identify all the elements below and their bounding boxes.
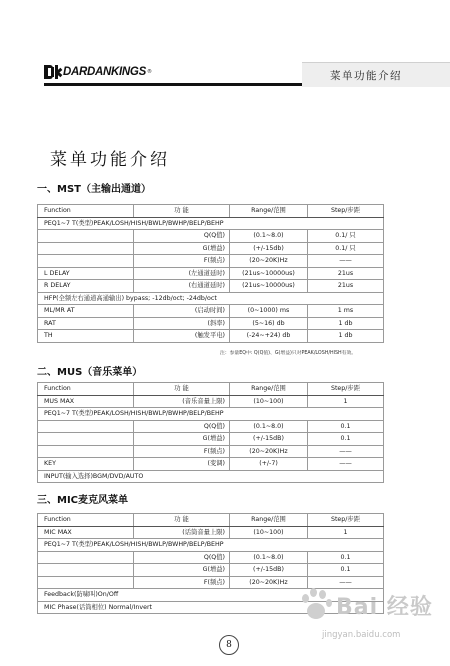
table-cell: Step/步距 <box>308 514 384 527</box>
table-row <box>38 564 384 577</box>
watermark <box>296 586 446 656</box>
table-cell: (20~20K)Hz <box>230 255 308 268</box>
table-row <box>38 470 384 483</box>
table-cell: (+/-7) <box>230 458 308 471</box>
table-cell: (+/-15dB) <box>230 433 308 446</box>
table-cell: 功 能 <box>134 514 230 527</box>
table-cell: (20~20K)Hz <box>230 445 308 458</box>
table-row <box>38 280 384 293</box>
table-cell <box>38 420 134 433</box>
table-cell: Function <box>38 383 134 396</box>
page-title: 菜单功能介绍 <box>50 150 170 170</box>
table-cell <box>38 564 134 577</box>
table-cell: TH <box>38 330 134 343</box>
table-cell: 功 能 <box>134 383 230 396</box>
logo-mark-icon <box>44 65 62 79</box>
table-cell: Step/步距 <box>308 205 384 218</box>
section-title-mst: 一、MST（主输出通道） <box>37 184 151 195</box>
table-cell: MIC Phase(话筒相位) Normal/Invert <box>38 601 384 614</box>
brand-name: DARDANKINGS <box>63 66 146 78</box>
table-cell: (5~16) db <box>230 317 308 330</box>
section-title-mus: 二、MUS（音乐菜单） <box>37 367 143 378</box>
table-cell: —— <box>308 255 384 268</box>
table-cell: PEQ1~7 T(类型)PEAK/LOSH/HISH/BWLP/BWHP/BELP/BEHP <box>38 539 384 552</box>
table-cell: (21us~10000us) <box>230 267 308 280</box>
table-cell: F(频点) <box>134 255 230 268</box>
table-cell: R DELAY <box>38 280 134 293</box>
table-mst <box>37 204 384 343</box>
paw-icon <box>298 588 334 622</box>
table-cell: 功 能 <box>134 205 230 218</box>
table-cell: 0.1/ 只 <box>308 230 384 243</box>
table-cell: Q(Q值) <box>134 230 230 243</box>
table-cell: Step/步距 <box>308 383 384 396</box>
table-cell: Q(Q值) <box>134 551 230 564</box>
table-cell: ML/MR AT <box>38 305 134 318</box>
table-cell: 0.1 <box>308 433 384 446</box>
table-row <box>38 395 384 408</box>
table-cell: MIC MAX <box>38 526 134 539</box>
watermark-url: jingyan.baidu.com <box>322 630 401 640</box>
brand-logo <box>44 64 152 80</box>
table-cell: INPUT(输入选择)BGM/DVD/AUTO <box>38 470 384 483</box>
registered-mark: ® <box>146 69 152 75</box>
table-cell <box>38 255 134 268</box>
table-row <box>38 230 384 243</box>
table-mus <box>37 382 384 483</box>
table-cell: 21us <box>308 280 384 293</box>
table-cell: MUS MAX <box>38 395 134 408</box>
table-cell: (右通道延时) <box>134 280 230 293</box>
footnote: 注：参量EQ中: Q(Q值)、G(增益)只对PEAK/LOSH/HISH有效。 <box>220 351 357 356</box>
table-header-row <box>38 514 384 527</box>
table-cell <box>38 433 134 446</box>
table-row <box>38 305 384 318</box>
table-cell <box>38 551 134 564</box>
table-row <box>38 420 384 433</box>
table-cell: (话筒音量上限) <box>134 526 230 539</box>
table-row <box>38 526 384 539</box>
table-header-row <box>38 383 384 396</box>
table-row <box>38 458 384 471</box>
table-cell: (+/-15dB) <box>230 564 308 577</box>
table-cell: (0~1000) ms <box>230 305 308 318</box>
table-cell: 1 db <box>308 317 384 330</box>
table-cell: 1 ms <box>308 305 384 318</box>
table-cell <box>38 230 134 243</box>
table-cell: KEY <box>38 458 134 471</box>
table-cell: 0.1/ 只 <box>308 242 384 255</box>
table-cell: 1 <box>308 526 384 539</box>
table-cell: F(频点) <box>134 576 230 589</box>
table-row <box>38 292 384 305</box>
table-row <box>38 330 384 343</box>
table-cell: G(增益) <box>134 564 230 577</box>
table-cell: 0.1 <box>308 551 384 564</box>
table-cell: (0.1~8.0) <box>230 551 308 564</box>
table-cell: Function <box>38 205 134 218</box>
table-cell: —— <box>308 458 384 471</box>
table-cell: Function <box>38 514 134 527</box>
table-cell: (-24~+24) db <box>230 330 308 343</box>
table-cell: Q(Q值) <box>134 420 230 433</box>
watermark-brand: Bai 经验 <box>336 595 433 620</box>
page-number: 8 <box>219 635 239 655</box>
table-cell: 1 <box>308 395 384 408</box>
table-row <box>38 539 384 552</box>
table-cell: Range/范围 <box>230 383 308 396</box>
table-cell: (20~20K)Hz <box>230 576 308 589</box>
table-row <box>38 217 384 230</box>
table-cell: 1 db <box>308 330 384 343</box>
table-cell: 0.1 <box>308 420 384 433</box>
table-cell: 21us <box>308 267 384 280</box>
table-cell: (斜率) <box>134 317 230 330</box>
table-body <box>38 205 384 343</box>
table-cell: L DELAY <box>38 267 134 280</box>
table-cell: (+/-15db) <box>230 242 308 255</box>
table-cell: RAT <box>38 317 134 330</box>
table-row <box>38 317 384 330</box>
section-title-mic: 三、MIC麦克风菜单 <box>37 495 129 506</box>
table-cell: (变调) <box>134 458 230 471</box>
table-cell: (21us~10000us) <box>230 280 308 293</box>
table-cell: PEQ1~7 T(类型)PEAK/LOSH/HISH/BWLP/BWHP/BELP/BEHP <box>38 217 384 230</box>
table-row <box>38 255 384 268</box>
table-row <box>38 433 384 446</box>
table-row <box>38 551 384 564</box>
table-cell <box>38 576 134 589</box>
table-cell: G(增益) <box>134 242 230 255</box>
header-rule <box>44 83 302 86</box>
table-header-row <box>38 205 384 218</box>
table-cell: Range/范围 <box>230 205 308 218</box>
table-cell: F(频点) <box>134 445 230 458</box>
table-cell: HFP(全频左右通道高通输出) bypass; -12db/oct; -24db/oct <box>38 292 384 305</box>
table-cell <box>38 242 134 255</box>
table-cell: PEQ1~7 T(类型)PEAK/LOSH/HISH/BWLP/BWHP/BELP/BEHP <box>38 408 384 421</box>
table-cell: —— <box>308 576 384 589</box>
table-cell: Range/范围 <box>230 514 308 527</box>
table-cell: (0.1~8.0) <box>230 230 308 243</box>
table-cell: Feedback(防啸叫)On/Off <box>38 589 384 602</box>
table-cell <box>38 445 134 458</box>
page-header <box>0 0 450 96</box>
table-cell: (左通道延时) <box>134 267 230 280</box>
table-cell: (10~100) <box>230 526 308 539</box>
table-cell: 0.1 <box>308 564 384 577</box>
header-section-title: 菜单功能介绍 <box>330 70 402 82</box>
table-row <box>38 267 384 280</box>
table-cell: (音乐音量上限) <box>134 395 230 408</box>
table-cell: —— <box>308 445 384 458</box>
table-row <box>38 242 384 255</box>
table-cell: (启动时间) <box>134 305 230 318</box>
table-row <box>38 408 384 421</box>
table-cell: G(增益) <box>134 433 230 446</box>
table-cell: (触发平电) <box>134 330 230 343</box>
table-cell: (0.1~8.0) <box>230 420 308 433</box>
table-row <box>38 445 384 458</box>
table-body <box>38 383 384 483</box>
table-cell: (10~100) <box>230 395 308 408</box>
